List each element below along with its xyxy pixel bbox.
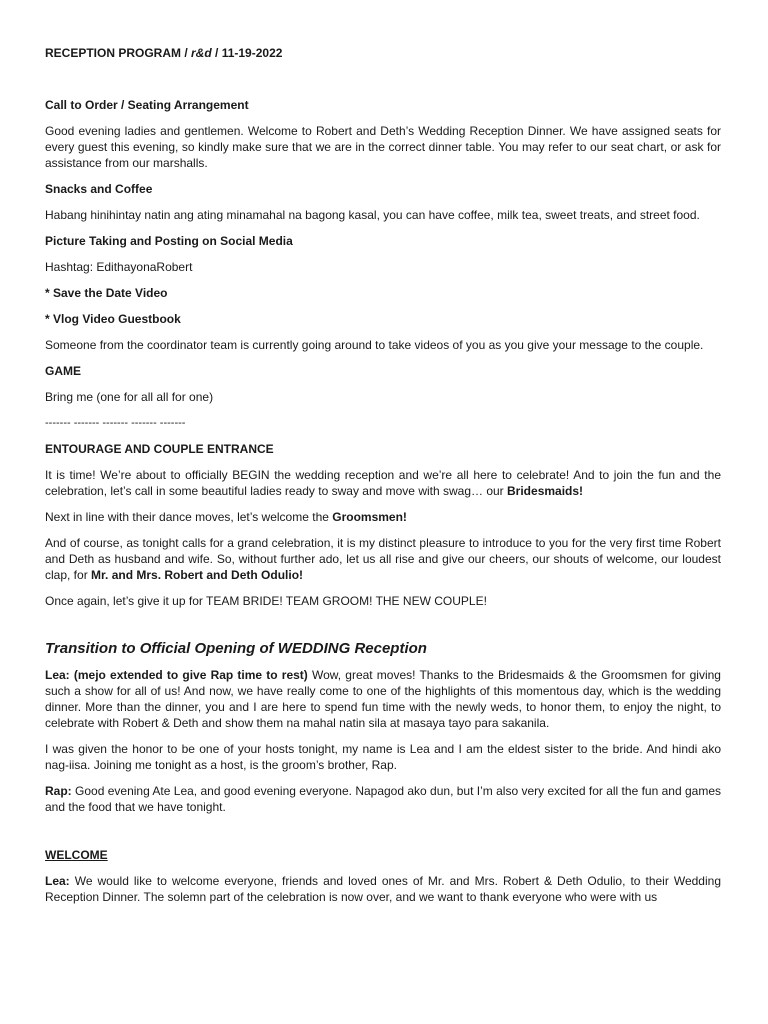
entourage-paragraph-3 (45, 535, 721, 583)
transition-title: Transition to Official Opening of WEDDING Reception (45, 640, 427, 657)
bridesmaids-emphasis: Bridesmaids! (507, 484, 584, 498)
snacks-text: Habang hinihintay natin ang ating minamahal na bagong kasal, you can have coffee, milk tea, sweet treats, and street food. (45, 208, 700, 222)
entourage-paragraph-2 (45, 509, 721, 525)
couple-emphasis: Mr. and Mrs. Robert and Deth Odulio! (91, 568, 304, 582)
vlog-item: * Vlog Video Guestbook (45, 312, 181, 326)
entourage-heading: ENTOURAGE AND COUPLE ENTRANCE (45, 442, 274, 456)
snacks-heading: Snacks and Coffee (45, 182, 153, 196)
lea-paragraph-1 (45, 667, 721, 731)
rap-paragraph (45, 783, 721, 815)
header-left: RECEPTION PROGRAM / (45, 46, 192, 60)
divider-text: ------- ------- ------- ------- ------- (45, 417, 186, 429)
call-heading: Call to Order / Seating Arrangement (45, 98, 249, 112)
lea-label-1: Lea: (mejo extended to give Rap time to rest) (45, 668, 308, 682)
welcome-heading: WELCOME (45, 848, 108, 862)
lea-paragraph-2: I was given the honor to be one of your hosts tonight, my name is Lea and I am the eldest sister to the bride. And hindi ako nag-iisa. Joining me tonight as a host, is the groom’s brother, Rap. (45, 742, 721, 772)
groomsmen-emphasis: Groomsmen! (332, 510, 407, 524)
rap-label: Rap: (45, 784, 72, 798)
lea-paragraph-3 (45, 873, 721, 905)
lea-text-3: We would like to welcome everyone, friends and loved ones of Mr. and Mrs. Robert & Deth Odulio, to their Wedding Reception Dinner. The solemn part of the celebration is now over, and we want to thank everyone who were with us (45, 874, 721, 904)
entourage-paragraph-1 (45, 467, 721, 499)
entourage-p2-text: Next in line with their dance moves, let’s welcome the (45, 510, 333, 524)
entourage-paragraph-4: Once again, let’s give it up for TEAM BRIDE! TEAM GROOM! THE NEW COUPLE! (45, 594, 487, 608)
save-date-item: * Save the Date Video (45, 286, 168, 300)
photo-heading: Picture Taking and Posting on Social Media (45, 234, 293, 248)
entourage-p3-text: And of course, as tonight calls for a grand celebration, it is my distinct pleasure to introduce to you for the very first time Robert and Deth as husband and wife. So, without further ado, let us all rise and give our cheers, our shouts of welcome, our loudest clap, for (45, 536, 721, 582)
lea-label-3: Lea: (45, 874, 70, 888)
hashtag-text: Hashtag: EdithayonaRobert (45, 260, 193, 274)
game-text: Bring me (one for all all for one) (45, 390, 214, 404)
header-italic: r&d (191, 46, 212, 60)
game-heading: GAME (45, 364, 81, 378)
header-date: / 11-19-2022 (211, 46, 283, 60)
call-text: Good evening ladies and gentlemen. Welcome to Robert and Deth’s Wedding Reception Dinner. We have assigned seats for every guest this evening, so kindly make sure that we are in the correct dinner table. You may refer to our seat chart, or ask for assistance from our marshalls. (45, 124, 721, 170)
entourage-p1-text: It is time! We’re about to officially BEGIN the wedding reception and we’re all here to celebrate! And to join the fun and the celebration, let’s call in some beautiful ladies ready to sway and move with swag… our (45, 468, 721, 498)
vlog-text: Someone from the coordinator team is currently going around to take videos of you as you give your message to the couple. (45, 338, 704, 352)
document-header (45, 45, 282, 61)
lea-text-1: Wow, great moves! Thanks to the Bridesmaids & the Groomsmen for giving such a show for all of us! And now, we have really come to one of the highlights of this momentous day, which is the wedding dinner. More than the dinner, you and I are here to spend fun time with the newly weds, to honor them, to enjoy the night, to celebrate with Robert & Deth and show them na mahal natin sila at masaya tayo para sakanila. (45, 668, 721, 730)
document-body (45, 97, 721, 915)
rap-text: Good evening Ate Lea, and good evening everyone. Napagod ako dun, but I’m also very excited for all the fun and games and the food that we have tonight. (45, 784, 721, 814)
